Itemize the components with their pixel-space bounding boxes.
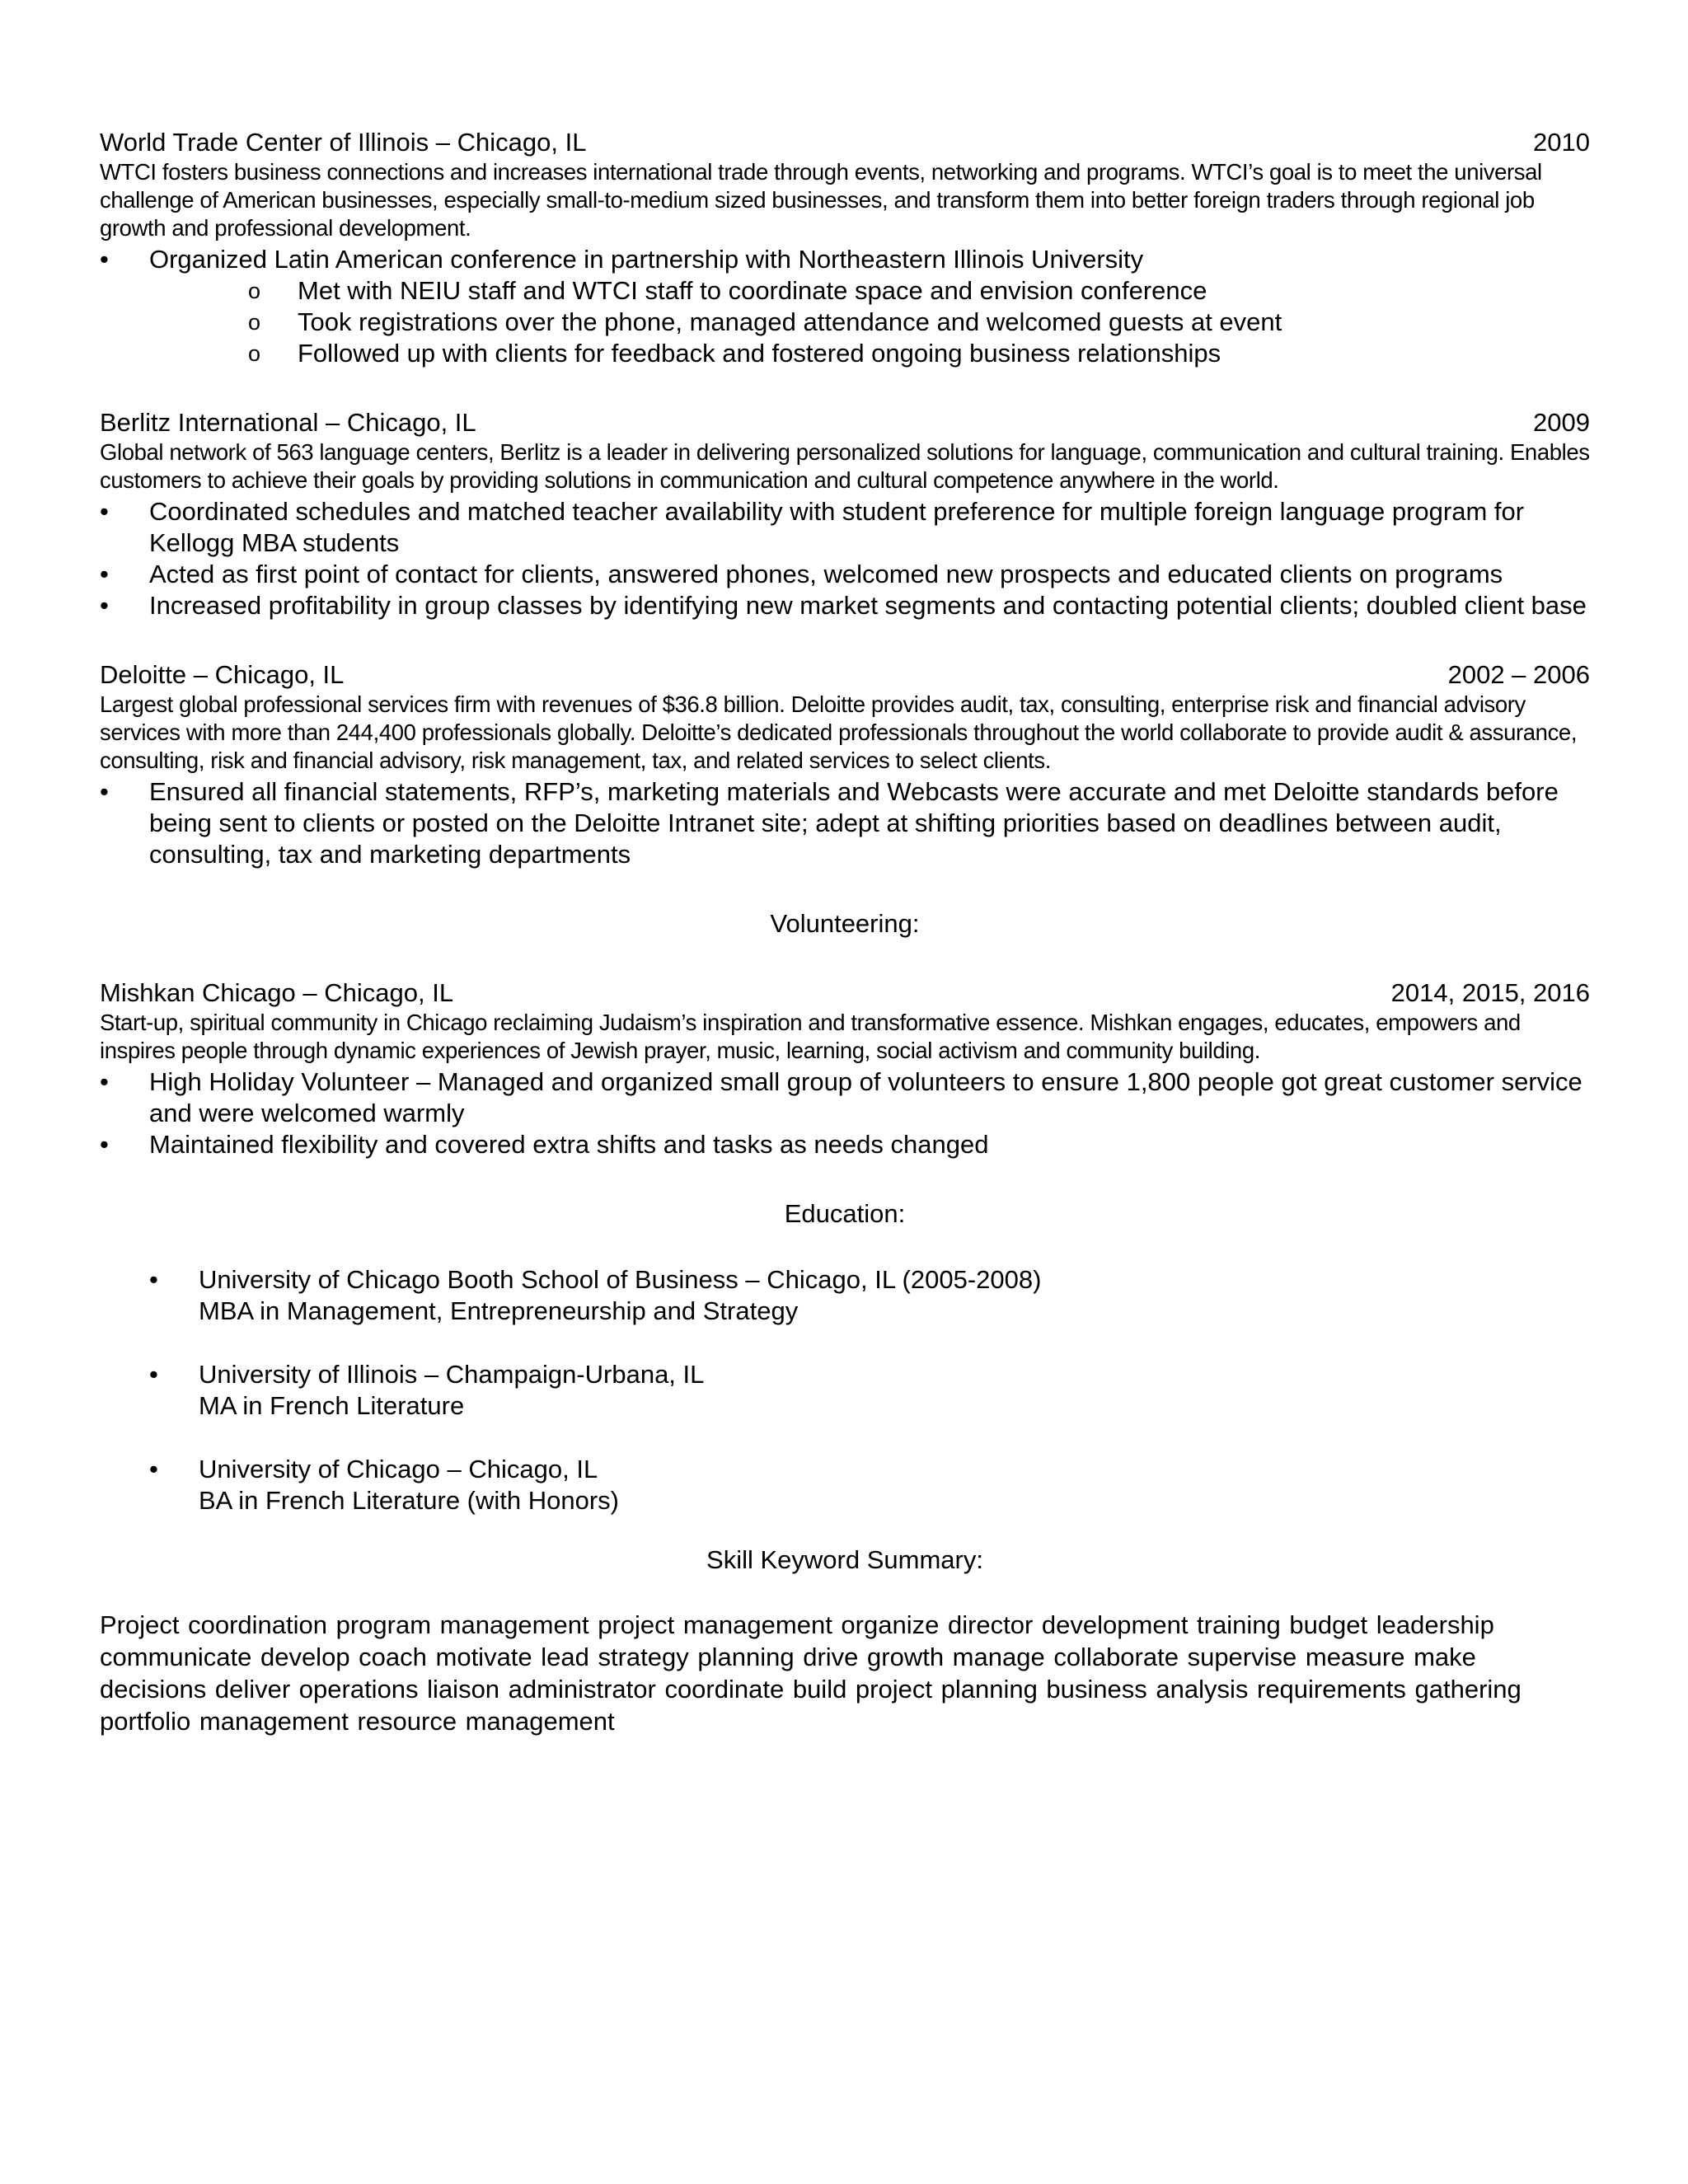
education-list — [100, 1264, 1590, 1516]
job-description: Largest global professional services firm with revenues of $36.8 billion. Deloitte provides audit, tax, consulting, enterprise risk and financial advisory services with more than 244,400 professionals globally. Deloitte’s dedicated professionals throughout the world collaborate to provide audit & assurance, consulting, risk and financial advisory, risk management, tax, and related services to select clients. — [100, 691, 1578, 773]
job-year: 2010 — [1533, 128, 1590, 157]
education-item — [100, 1454, 1590, 1516]
section-heading-education: Education: — [784, 1199, 906, 1228]
bullet-item: • Increased profitability in group classes by identifying new market segments and contacting potential clients; doubled client base — [100, 590, 1590, 621]
job-description: Global network of 563 language centers, Berlitz is a leader in delivering personalized solutions for language, communication and cultural training. Enables customers to achieve their goals by providing solutions in communication and cultural competence anywhere in the world. — [100, 439, 1590, 493]
job-header — [100, 659, 1590, 691]
section-heading-skills: Skill Keyword Summary: — [706, 1545, 983, 1574]
job-sub-bullets — [100, 275, 1590, 369]
bullet-item: • Ensured all financial statements, RFP’s, marketing materials and Webcasts were accurate and met Deloitte standards before being sent to clients or posted on the Deloitte Intranet site; adept at shifting priorities based on deadlines between audit, consulting, tax and marketing departments — [100, 776, 1590, 870]
education-degree: MA in French Literature — [199, 1391, 465, 1420]
job-organization: Deloitte – Chicago, IL — [100, 660, 345, 689]
job-bullets — [100, 244, 1590, 275]
job-year: 2002 – 2006 — [1447, 660, 1590, 689]
job-header — [100, 977, 1590, 1009]
education-school: • University of Chicago Booth School of Business – Chicago, IL (2005-2008) — [199, 1265, 1042, 1294]
section-heading-volunteering: Volunteering: — [770, 909, 920, 938]
job-header — [100, 407, 1590, 438]
education-item — [100, 1264, 1590, 1327]
education-item — [100, 1359, 1590, 1422]
sub-bullet-item: o Took registrations over the phone, managed attendance and welcomed guests at event — [100, 307, 1590, 338]
job-organization: World Trade Center of Illinois – Chicago, IL — [100, 128, 587, 157]
job-entry-wtci — [100, 127, 1590, 369]
job-bullets — [100, 1066, 1590, 1160]
job-description: WTCI fosters business connections and increases international trade through events, networking and programs. WTCI’s goal is to meet the universal challenge of American businesses, especially small-to-medium sized businesses, and transform them into better foreign traders through regional job growth and professional development. — [100, 159, 1542, 241]
education-school: • University of Chicago – Chicago, IL — [199, 1455, 598, 1483]
job-year: 2014, 2015, 2016 — [1390, 978, 1590, 1007]
job-bullets — [100, 776, 1590, 870]
sub-bullet-item: o Met with NEIU staff and WTCI staff to coordinate space and envision conference — [100, 275, 1590, 307]
job-bullets — [100, 496, 1590, 621]
bullet-item: • Coordinated schedules and matched teacher availability with student preference for multiple foreign language program for Kellogg MBA students — [100, 496, 1590, 559]
bullet-item: • High Holiday Volunteer – Managed and organized small group of volunteers to ensure 1,800 people got great customer service and were welcomed warmly — [100, 1066, 1590, 1129]
education-degree: BA in French Literature (with Honors) — [199, 1486, 619, 1515]
bullet-item: • Maintained flexibility and covered extra shifts and tasks as needs changed — [100, 1129, 1590, 1160]
job-description: Start-up, spiritual community in Chicago reclaiming Judaism’s inspiration and transformative essence. Mishkan engages, educates, empowers and inspires people through dynamic experiences of Jewish prayer, music, learning, social activism and community building. — [100, 1010, 1521, 1063]
sub-bullet-item: o Followed up with clients for feedback and fostered ongoing business relationships — [100, 338, 1590, 369]
job-entry-deloitte — [100, 659, 1590, 870]
job-entry-berlitz — [100, 407, 1590, 621]
job-header — [100, 127, 1590, 158]
bullet-item — [100, 244, 1590, 275]
education-degree: MBA in Management, Entrepreneurship and Strategy — [199, 1296, 799, 1325]
education-school: • University of Illinois – Champaign-Urbana, IL — [199, 1360, 705, 1389]
job-year: 2009 — [1533, 408, 1590, 437]
resume-page — [100, 127, 1590, 1737]
job-organization: Berlitz International – Chicago, IL — [100, 408, 476, 437]
bullet-item: • Acted as first point of contact for clients, answered phones, welcomed new prospects and educated clients on programs — [100, 559, 1590, 590]
job-organization: Mishkan Chicago – Chicago, IL — [100, 978, 454, 1007]
bullet-text: Organized Latin American conference in partnership with Northeastern Illinois University — [149, 245, 1144, 274]
skills-summary: Project coordination program management project management organize director development training budget leadership communicate develop coach motivate lead strategy planning drive growth manage collaborate supervise measure make decisions deliver operations liaison administrator coordinate build project planning business analysis requirements gathering portfolio management resource management — [100, 1610, 1522, 1736]
volunteer-entry-mishkan — [100, 977, 1590, 1160]
